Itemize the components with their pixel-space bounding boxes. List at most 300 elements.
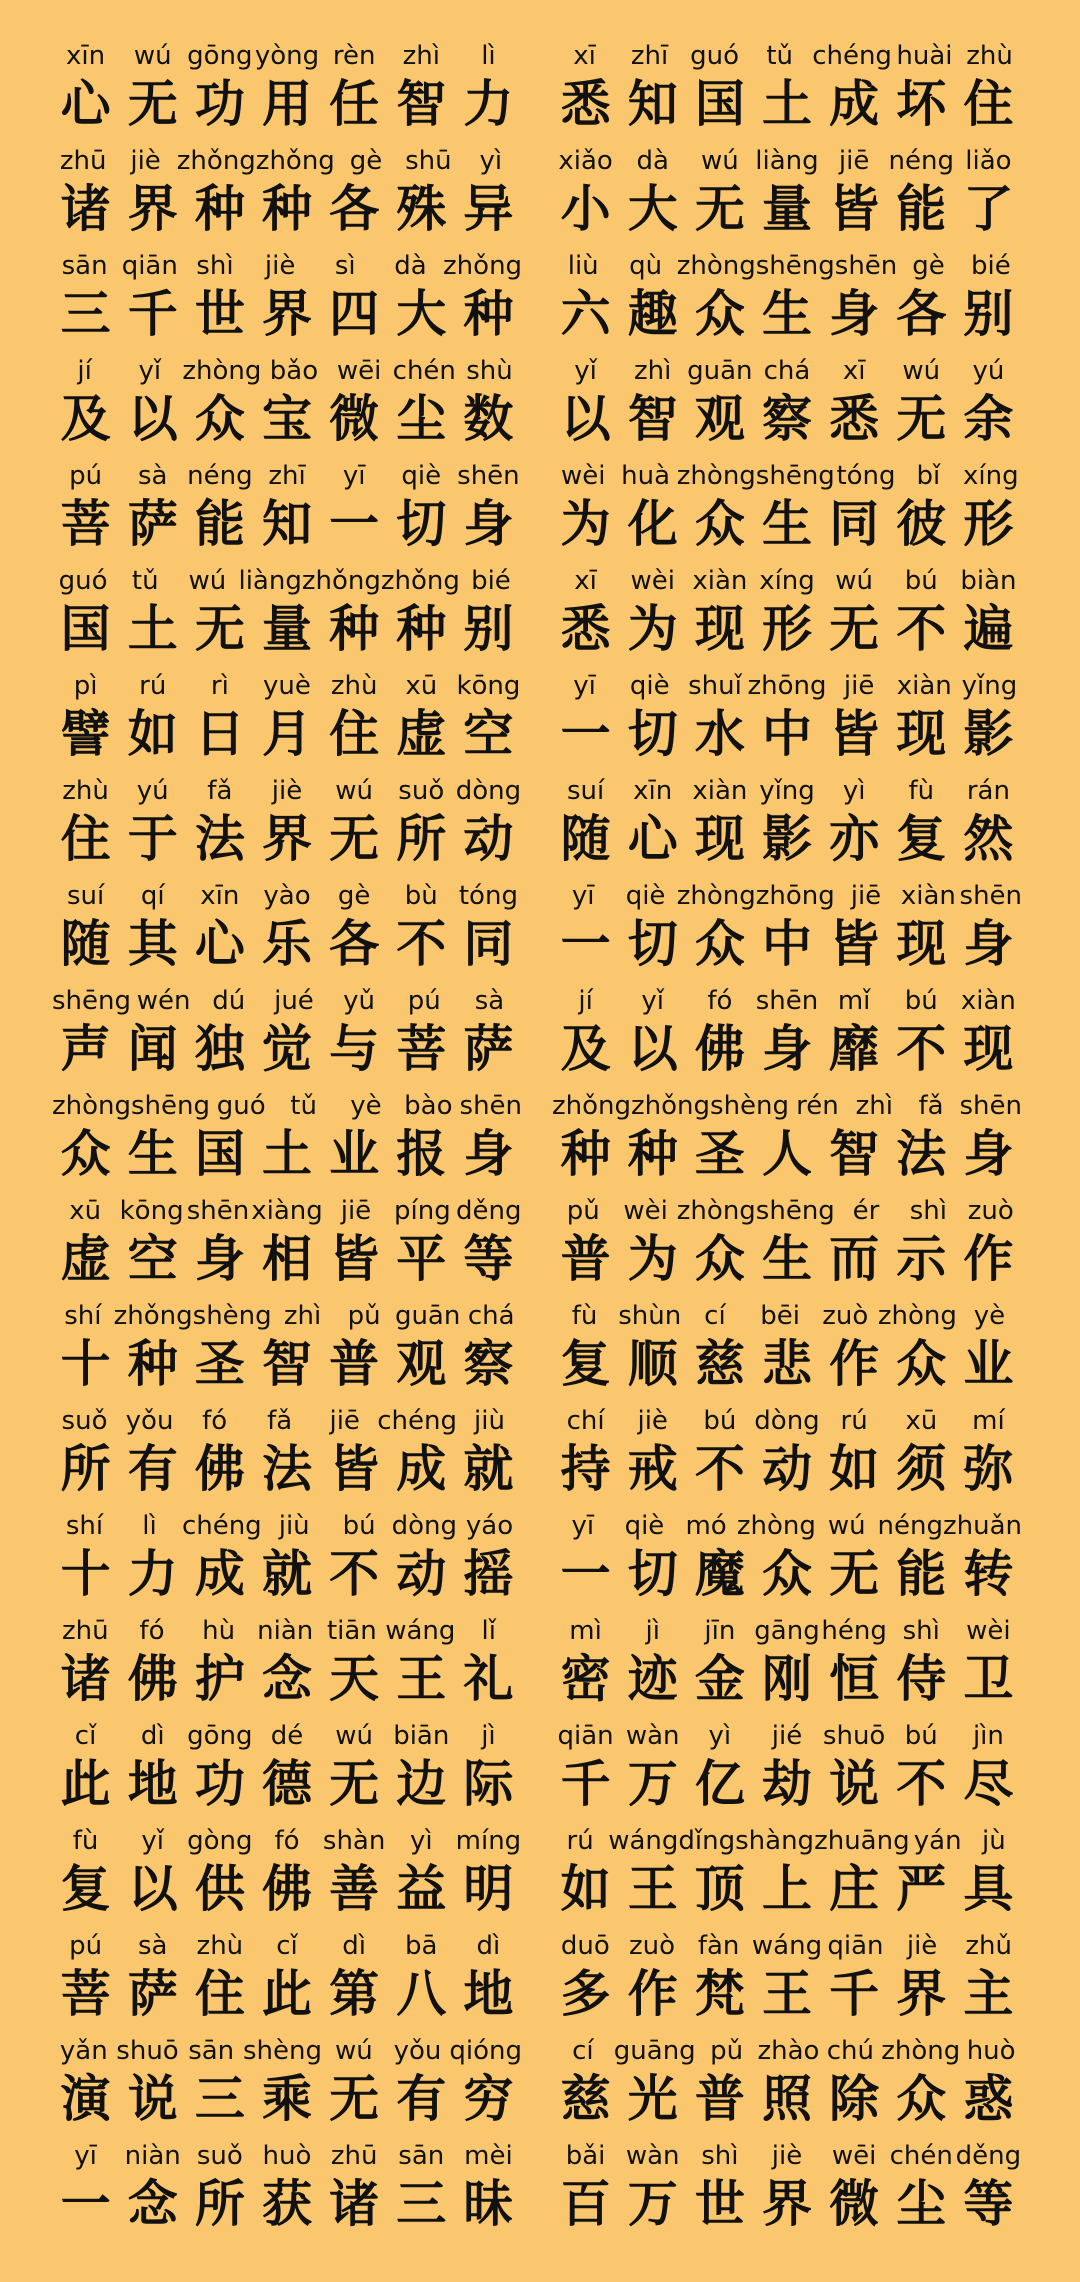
hanzi-character: 生 [761,285,812,343]
pinyin-syllable: tóng [458,881,518,911]
verse-line [52,563,522,668]
pinyin-line [52,1193,522,1229]
hanzi-character: 现 [694,810,745,868]
hanzi-character: 切 [627,1545,678,1603]
pinyin-syllable: mì [569,1616,602,1646]
pinyin-syllable: zuò [822,1301,869,1331]
hanzi-line [552,1124,1022,1184]
pinyin-syllable: wú [133,41,172,71]
pinyin-syllable: xíng [962,461,1019,491]
hanzi-character: 庄 [829,1860,880,1918]
pinyin-syllable: sì [334,251,356,281]
pinyin-syllable: bié [970,251,1011,281]
pinyin-syllable: shēn [959,1091,1022,1121]
pinyin-syllable: shì [196,251,234,281]
hanzi-character: 众 [194,390,245,448]
hanzi-character: 心 [194,915,245,973]
hanzi-character: 顺 [627,1335,678,1393]
pinyin-syllable: bú [342,1511,376,1541]
pinyin-syllable: guān [687,356,753,386]
pinyin-syllable: zhù [330,671,378,701]
pinyin-syllable: zhòng [676,1196,756,1226]
pinyin-syllable: huà [621,461,671,491]
pinyin-line [552,668,1022,704]
pinyin-syllable: bié [471,566,511,596]
hanzi-line [52,494,522,554]
hanzi-character: 所 [60,1440,111,1498]
hanzi-character: 大 [396,285,447,343]
hanzi-line [52,1859,522,1919]
pinyin-syllable: jiè [906,1931,938,1961]
hanzi-character: 一 [60,2175,111,2233]
hanzi-character: 普 [694,2070,745,2128]
pinyin-syllable: zhǒng [176,146,256,176]
hanzi-character: 以 [127,390,178,448]
verse-line [52,353,522,458]
hanzi-character: 转 [963,1545,1014,1603]
pinyin-syllable: guó [58,566,108,596]
hanzi-character: 王 [396,1650,447,1708]
pinyin-syllable: míng [455,1826,522,1856]
hanzi-character: 严 [896,1860,947,1918]
hanzi-character: 皆 [829,180,880,238]
hanzi-character: 法 [261,1440,312,1498]
hanzi-character: 作 [963,1230,1014,1288]
pinyin-syllable: zhù [196,1931,244,1961]
hanzi-character: 百 [560,2175,611,2233]
hanzi-character: 了 [963,180,1014,238]
pinyin-syllable: qiè [625,881,666,911]
pinyin-syllable: wèi [560,461,606,491]
hanzi-character: 无 [329,2070,380,2128]
pinyin-line [52,2138,522,2174]
verse-line [52,1613,522,1718]
pinyin-syllable: jù [982,1826,1006,1856]
pinyin-syllable: zhì [855,1091,893,1121]
pinyin-syllable: néng [888,146,954,176]
hanzi-character: 悲 [761,1335,812,1393]
pinyin-syllable: xiàn [900,881,956,911]
hanzi-character: 宝 [261,390,312,448]
pinyin-syllable: shēng [131,1091,211,1121]
pinyin-syllable: qiān [121,251,178,281]
hanzi-character: 上 [761,1860,812,1918]
pinyin-syllable: gè [337,881,371,911]
hanzi-character: 智 [396,75,447,133]
pinyin-syllable: yì [708,1721,732,1751]
verse-line [52,1823,522,1928]
hanzi-character: 不 [896,1020,947,1078]
pinyin-syllable: bú [904,986,938,1016]
pinyin-syllable: zhòng [676,881,756,911]
pinyin-syllable: niàn [124,2141,181,2171]
pinyin-syllable: zhǒng [631,1091,711,1121]
pinyin-syllable: pú [69,461,103,491]
hanzi-character: 国 [194,1125,245,1183]
pinyin-syllable: jué [274,986,314,1016]
pinyin-syllable: liǎo [965,146,1012,176]
hanzi-character: 身 [463,1125,514,1183]
pinyin-syllable: shēn [457,461,520,491]
hanzi-character: 千 [829,1965,880,2023]
hanzi-character: 动 [463,810,514,868]
pinyin-syllable: liàng [238,566,302,596]
pinyin-syllable: mí [972,1406,1005,1436]
hanzi-character: 微 [829,2175,880,2233]
pinyin-syllable: xī [573,41,596,71]
hanzi-character: 迹 [627,1650,678,1708]
hanzi-character: 三 [396,2175,447,2233]
pinyin-syllable: gè [912,251,945,281]
hanzi-character: 一 [329,495,380,553]
pinyin-syllable: yǒu [393,2036,442,2066]
pinyin-syllable: shèng [710,1091,790,1121]
verse-line [552,878,1022,983]
pinyin-line [52,38,522,74]
pinyin-syllable: yán [913,1826,962,1856]
hanzi-character: 住 [60,810,111,868]
hanzi-character: 功 [194,1755,245,1813]
pinyin-syllable: yì [842,776,866,806]
hanzi-character: 用 [261,75,312,133]
pinyin-syllable: zhòng [881,2036,961,2066]
hanzi-character: 及 [560,1020,611,1078]
hanzi-character: 皆 [329,1230,380,1288]
hanzi-character: 独 [194,1020,245,1078]
hanzi-character: 诸 [60,1650,111,1708]
hanzi-character: 明 [463,1860,514,1918]
hanzi-character: 悉 [829,390,880,448]
hanzi-character: 照 [761,2070,812,2128]
pinyin-syllable: bú [904,566,938,596]
hanzi-character: 王 [761,1965,812,2023]
hanzi-character: 菩 [60,1965,111,2023]
verse-line [52,773,522,878]
pinyin-syllable: qiè [624,1511,665,1541]
left-column [52,38,522,2243]
verse-line [552,2138,1022,2243]
pinyin-syllable: fàn [697,1931,740,1961]
pinyin-syllable: gòng [187,1826,253,1856]
hanzi-character: 复 [896,810,947,868]
pinyin-syllable: jiè [130,146,161,176]
pinyin-syllable: qiè [401,461,442,491]
pinyin-syllable: yì [479,146,503,176]
hanzi-character: 中 [761,915,812,973]
hanzi-character: 不 [329,1545,380,1603]
pinyin-syllable: qí [140,881,165,911]
pinyin-syllable: biàn [960,566,1017,596]
pinyin-line [552,248,1022,284]
pinyin-line [52,668,522,704]
hanzi-character: 现 [694,600,745,658]
hanzi-character: 圣 [194,1335,245,1393]
hanzi-character: 圣 [694,1125,745,1183]
pinyin-syllable: guāng [613,2036,696,2066]
hanzi-character: 种 [127,1335,178,1393]
pinyin-syllable: yǐ [141,1826,165,1856]
pinyin-syllable: wén [136,986,191,1016]
hanzi-character: 能 [194,495,245,553]
hanzi-character: 萨 [127,1965,178,2023]
pinyin-line [552,1718,1022,1754]
hanzi-character: 功 [194,75,245,133]
pinyin-syllable: shì [902,1616,940,1646]
hanzi-character: 为 [627,1230,678,1288]
hanzi-line [52,1334,522,1394]
hanzi-character: 示 [896,1230,947,1288]
pinyin-syllable: shēng [52,986,132,1016]
pinyin-syllable: děng [456,1196,522,1226]
pinyin-syllable: xīn [66,41,106,71]
hanzi-line [552,1439,1022,1499]
pinyin-syllable: jiē [843,671,875,701]
pinyin-syllable: xiàn [896,671,952,701]
pinyin-syllable: wú [835,566,873,596]
hanzi-character: 各 [329,915,380,973]
hanzi-character: 影 [963,705,1014,763]
pinyin-syllable: bā [405,1931,438,1961]
verse-line [52,1088,522,1193]
pinyin-syllable: wú [335,1721,373,1751]
hanzi-character: 众 [694,495,745,553]
pinyin-syllable: dà [636,146,669,176]
pinyin-syllable: zuò [967,1196,1014,1226]
pinyin-syllable: wàn [625,2141,680,2171]
pinyin-syllable: kōng [119,1196,184,1226]
pinyin-syllable: zhōng [755,881,835,911]
pinyin-line [552,353,1022,389]
verse-line [52,1508,522,1613]
hanzi-character: 光 [627,2070,678,2128]
hanzi-line [552,1334,1022,1394]
hanzi-character: 种 [194,180,245,238]
pinyin-line [552,143,1022,179]
verse-line [552,2033,1022,2138]
hanzi-character: 别 [463,600,514,658]
pinyin-syllable: shēng [755,461,835,491]
pinyin-syllable: shùn [618,1301,682,1331]
pinyin-syllable: xū [405,671,438,701]
pinyin-syllable: shēn [459,1091,523,1121]
hanzi-character: 动 [396,1545,447,1603]
pinyin-syllable: wáng [608,1826,679,1856]
hanzi-character: 不 [896,600,947,658]
hanzi-character: 异 [463,180,514,238]
hanzi-character: 力 [127,1545,178,1603]
pinyin-line [552,1088,1022,1124]
pinyin-syllable: lǐ [481,1616,496,1646]
hanzi-character: 量 [261,600,312,658]
pinyin-syllable: cǐ [74,1721,97,1751]
pinyin-syllable: yè [973,1301,1006,1331]
pinyin-syllable: yī [571,1511,595,1541]
pinyin-syllable: suí [566,776,605,806]
hanzi-line [552,1754,1022,1814]
verse-line [552,353,1022,458]
hanzi-line [552,1019,1022,1079]
hanzi-character: 与 [329,1020,380,1078]
hanzi-character: 土 [261,1125,312,1183]
hanzi-character: 金 [694,1650,745,1708]
hanzi-line [52,74,522,134]
verse-line [552,1613,1022,1718]
hanzi-character: 说 [829,1755,880,1813]
pinyin-syllable: jí [578,986,593,1016]
pinyin-syllable: wú [188,566,227,596]
hanzi-character: 千 [127,285,178,343]
hanzi-line [52,809,522,869]
hanzi-character: 众 [896,2070,947,2128]
hanzi-character: 慈 [560,2070,611,2128]
pinyin-syllable: fó [139,1616,165,1646]
hanzi-character: 为 [560,495,611,553]
pinyin-syllable: chéng [181,1511,262,1541]
verse-line [52,2033,522,2138]
hanzi-character: 万 [627,2175,678,2233]
pinyin-line [552,1823,1022,1859]
pinyin-syllable: rú [139,671,167,701]
hanzi-character: 边 [396,1755,447,1813]
pinyin-syllable: yǒu [125,1406,174,1436]
pinyin-syllable: shì [909,1196,948,1226]
hanzi-character: 殊 [396,180,447,238]
pinyin-syllable: chén [392,356,456,386]
hanzi-character: 小 [560,180,611,238]
hanzi-character: 六 [560,285,611,343]
pinyin-syllable: zhī [268,461,306,491]
pinyin-syllable: xīn [200,881,240,911]
pinyin-line [552,458,1022,494]
pinyin-syllable: biān [393,1721,450,1751]
pinyin-line [52,1298,522,1334]
pinyin-syllable: jīn [704,1616,736,1646]
hanzi-character: 住 [194,1965,245,2023]
pinyin-syllable: huò [262,2141,312,2171]
hanzi-line [52,284,522,344]
pinyin-syllable: yú [972,356,1005,386]
pinyin-line [552,38,1022,74]
verse-line [52,1718,522,1823]
pinyin-line [552,1613,1022,1649]
pinyin-syllable: zhǔ [965,1931,1013,1961]
pinyin-syllable: wèi [623,1196,668,1226]
hanzi-character: 等 [463,1230,514,1288]
pinyin-syllable: suí [66,881,105,911]
hanzi-character: 趣 [627,285,678,343]
hanzi-character: 悉 [560,75,611,133]
pinyin-syllable: yī [342,461,366,491]
pinyin-syllable: xū [69,1196,102,1226]
pinyin-line [52,1088,522,1124]
pinyin-syllable: xī [574,566,597,596]
hanzi-character: 彼 [896,495,947,553]
hanzi-line [552,389,1022,449]
verse-line [52,668,522,773]
pinyin-line [552,983,1022,1019]
hanzi-character: 除 [829,2070,880,2128]
hanzi-line [552,599,1022,659]
hanzi-character: 佛 [694,1020,745,1078]
hanzi-line [52,1964,522,2024]
pinyin-syllable: zhuǎn [942,1511,1022,1541]
pinyin-syllable: rú [566,1826,594,1856]
hanzi-character: 智 [261,1335,312,1393]
pinyin-syllable: gāng [754,1616,820,1646]
verse-line [552,458,1022,563]
hanzi-character: 所 [194,2175,245,2233]
pinyin-syllable: sà [137,1931,168,1961]
hanzi-character: 主 [963,1965,1014,2023]
hanzi-character: 无 [329,1755,380,1813]
pinyin-syllable: shuō [116,2036,179,2066]
hanzi-character: 平 [396,1230,447,1288]
pinyin-syllable: xīn [633,776,673,806]
hanzi-character: 护 [194,1650,245,1708]
hanzi-character: 空 [463,705,514,763]
pinyin-syllable: shàng [735,1826,815,1856]
hanzi-line [52,1019,522,1079]
pinyin-syllable: sà [474,986,505,1016]
pinyin-line [52,878,522,914]
pinyin-syllable: dòng [455,776,522,806]
hanzi-character: 各 [329,180,380,238]
pinyin-syllable: chéng [812,41,892,71]
hanzi-character: 一 [560,915,611,973]
hanzi-character: 现 [896,915,947,973]
hanzi-character: 慈 [694,1335,745,1393]
pinyin-syllable: jiè [271,776,303,806]
hanzi-character: 种 [463,285,514,343]
pinyin-syllable: shēn [834,251,898,281]
pinyin-syllable: qù [629,251,663,281]
hanzi-character: 众 [694,915,745,973]
hanzi-character: 多 [560,1965,611,2023]
hanzi-line [52,1229,522,1289]
pinyin-syllable: yǐng [961,671,1018,701]
hanzi-character: 说 [127,2070,178,2128]
pinyin-line [552,1508,1022,1544]
pinyin-syllable: zhù [62,776,109,806]
pinyin-line [552,2138,1022,2174]
hanzi-character: 获 [261,2175,312,2233]
hanzi-character: 于 [127,810,178,868]
hanzi-character: 界 [761,2175,812,2233]
pinyin-line [552,1403,1022,1439]
hanzi-character: 法 [896,1125,947,1183]
pinyin-syllable: dì [140,1721,165,1751]
hanzi-character: 譬 [60,705,111,763]
hanzi-character: 卫 [963,1650,1014,1708]
hanzi-character: 持 [560,1440,611,1498]
verse-line [552,983,1022,1088]
pinyin-syllable: jiē [329,1406,360,1436]
pinyin-syllable: qiān [827,1931,884,1961]
hanzi-character: 随 [60,915,111,973]
hanzi-character: 同 [463,915,514,973]
pinyin-syllable: néng [877,1511,943,1541]
hanzi-character: 身 [761,1020,812,1078]
pinyin-syllable: yǐ [138,356,162,386]
hanzi-character: 以 [560,390,611,448]
pinyin-syllable: niàn [257,1616,314,1646]
hanzi-character: 智 [829,1125,880,1183]
pinyin-syllable: shuō [822,1721,886,1751]
hanzi-character: 菩 [60,495,111,553]
verse-line [52,458,522,563]
hanzi-character: 供 [194,1860,245,1918]
hanzi-character: 虚 [396,705,447,763]
